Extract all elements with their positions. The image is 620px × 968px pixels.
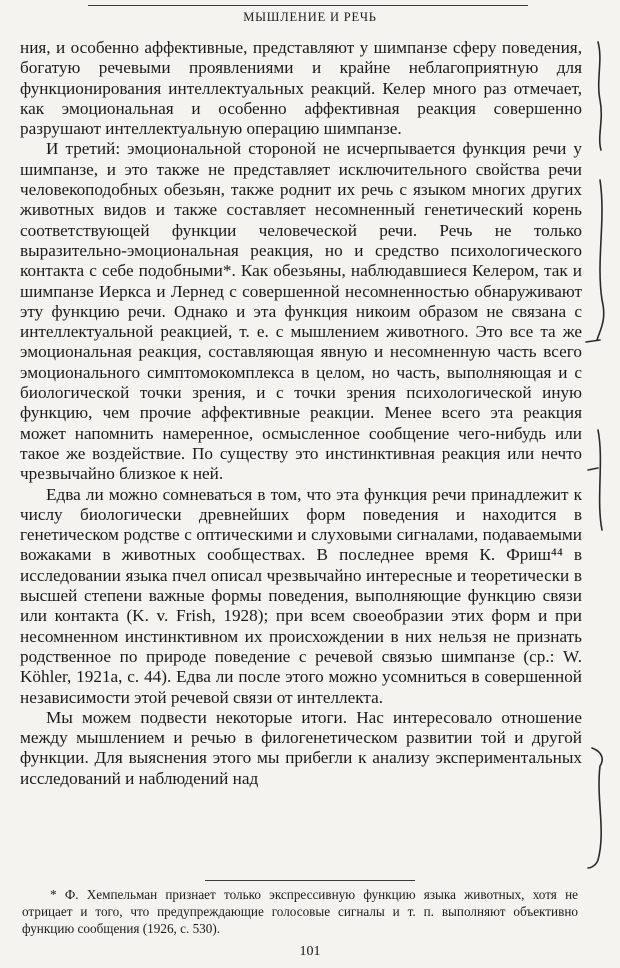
margin-tick-2 bbox=[588, 468, 598, 470]
paragraph-1: ния, и особенно аффективные, представляют у шимпанзе сферу поведения, богатую речевыми проявлениями и крайне неблагоприятную для функционирования интеллектуальных реакций. Келер много раз отмечает, как эмоциональная и особенно аффективная реакция совершенно разрушают интеллектуальную операцию шимпанзе. bbox=[20, 38, 582, 139]
running-head: МЫШЛЕНИЕ И РЕЧЬ bbox=[243, 10, 377, 24]
top-rule bbox=[88, 5, 528, 6]
paragraph-3: Едва ли можно сомневаться в том, что эта функция речи принадлежит к числу биологически древнейших форм поведения и находится в генетическом родстве с оптическими и слуховыми сигналами, подаваемыми вожаками в животных сообществах. В последнее время К. Фриш⁴⁴ в исследовании языка пчел описал чрезвычайно интересные и теоретически в высшей степени важные формы поведения, выполняющие функцию связи или контакта (K. v. Frish, 1928); при всем своеобразии этих форм и при несомненном инстинктивном их происхождении в них нельзя не признать родственное по природе поведение с речевой связью шимпанзе (ср.: W. Köhler, 1921a, с. 44). Едва ли после этого можно усомниться в совершенной независимости этой речевой связи от интеллекта. bbox=[20, 484, 582, 707]
margin-tick-1 bbox=[586, 340, 600, 342]
footnote-text: * Ф. Хемпельман признает только экспрессивную функцию языка животных, хотя не отрицает и того, что предупреждающие голосовые сигналы и т. п. выполняют объективно функцию сообщения (1926, с. 530). bbox=[22, 887, 578, 936]
body-text bbox=[20, 38, 582, 789]
margin-bracket-2 bbox=[597, 180, 604, 340]
paragraph-4: Мы можем подвести некоторые итоги. Нас интересовало отношение между мышлением и речью в филогенетическом развитии той и другой функции. Для выяснения этого мы прибегли к анализу экспериментальных исследований и наблюдений над bbox=[20, 707, 582, 788]
margin-bracket-1 bbox=[598, 42, 601, 150]
footnote bbox=[22, 886, 578, 937]
margin-bracket-4 bbox=[588, 748, 602, 868]
paragraph-2: И третий: эмоциональной стороной не исчерпывается функция речи у шимпанзе, и это также не представляет исключительного свойства речи человекоподобных обезьян, также роднит их речь с языком многих других животных видов и также составляет несомненный генетический корень соответствующей функции человеческой речи. Речь не только выразительно-эмоциональная реакция, но и средство психологического контакта с себе подобными*. Как обезьяны, наблюдавшиеся Келером, так и шимпанзе Иеркса и Лернед с совершенной несомненностью обнаруживают эту функцию речи. Однако и эта функция никоим образом не связана с интеллектуальной реакцией, т. е. с мышлением животного. Это все та же эмоциональная реакция, составляющая явную и несомненную часть всего эмоционального симптомокомплекса в целом, но часть, выполняющая и с биологической точки зрения, и с точки зрения психологической иную функцию, чем прочие аффективные реакции. Менее всего эта реакция может напомнить намеренное, осмысленное сообщение чего-нибудь или такое же воздействие. По существу это инстинктивная реакция или нечто чрезвычайно близкое к ней. bbox=[20, 139, 582, 484]
footnote-rule bbox=[205, 880, 415, 881]
page-number: 101 bbox=[299, 944, 321, 959]
margin-bracket-3 bbox=[598, 430, 602, 530]
